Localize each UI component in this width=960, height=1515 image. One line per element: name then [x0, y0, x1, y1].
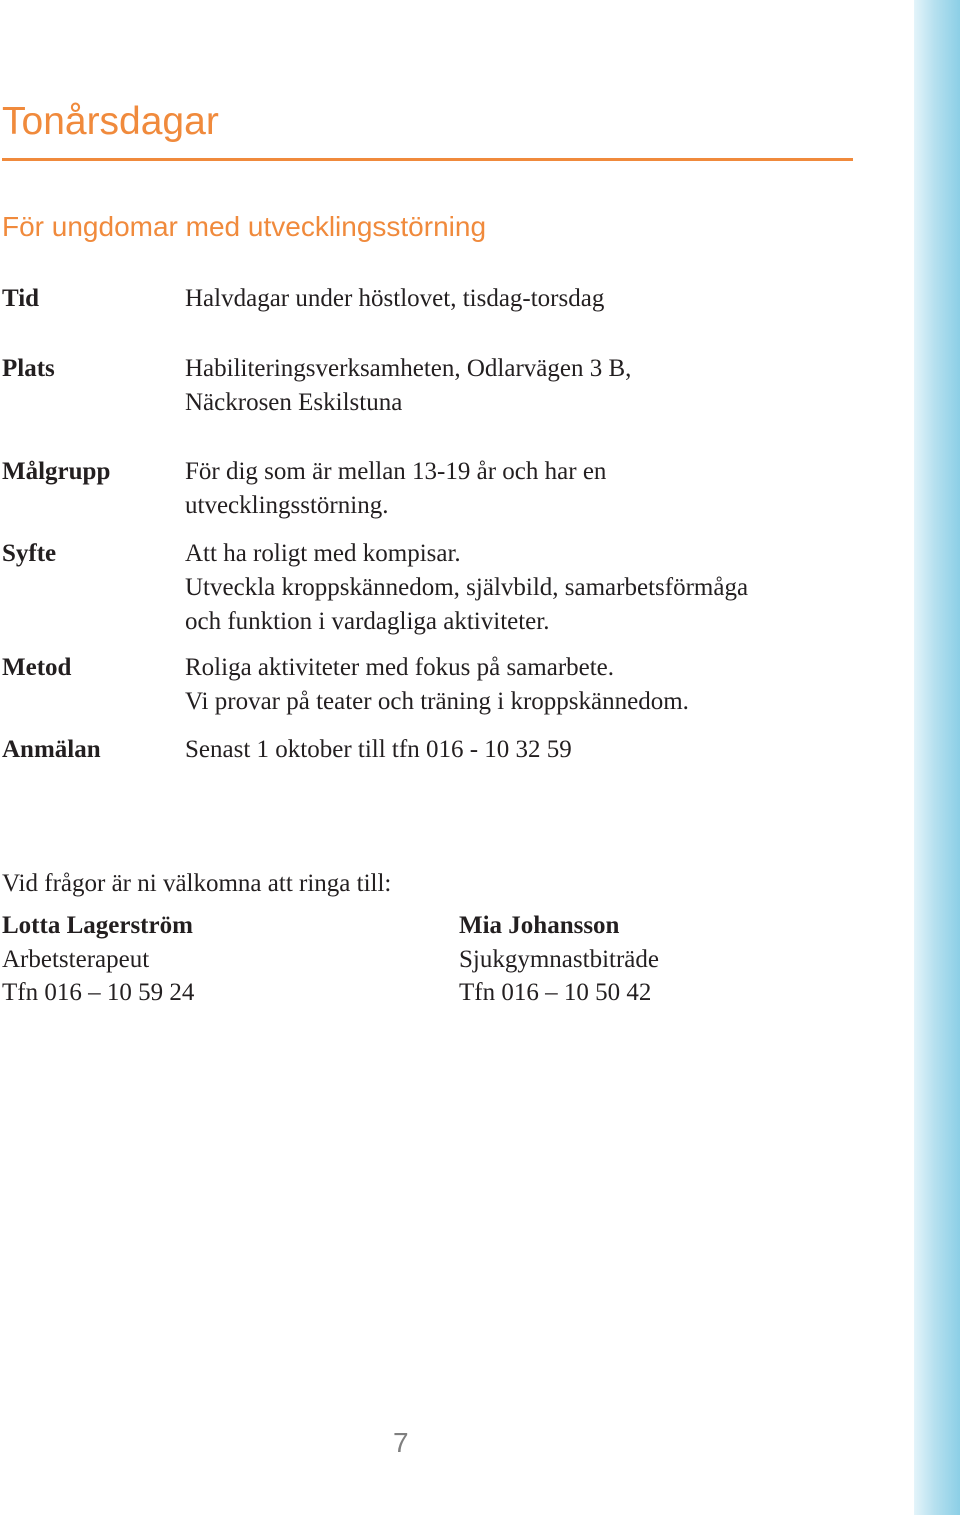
value-line: Att ha roligt med kompisar. [185, 540, 461, 567]
value-malgrupp [185, 455, 606, 523]
value-line: Halvdagar under höstlovet, tisdag-torsdag [185, 285, 605, 312]
side-decorative-strip [914, 0, 960, 1515]
label-anmalan: Anmälan [2, 736, 101, 763]
value-tid [185, 282, 604, 316]
page-number: 7 [393, 1427, 409, 1458]
value-line: utvecklingsstörning. [185, 492, 389, 519]
value-line: Senast 1 oktober till tfn 016 - 10 32 59 [185, 736, 572, 763]
value-line: Habiliteringsverksamheten, Odlarvägen 3 B, [185, 355, 632, 382]
label-tid: Tid [2, 285, 40, 312]
value-line: och funktion i vardagliga aktiviteter. [185, 608, 550, 635]
label-syfte: Syfte [2, 540, 57, 567]
value-anmalan [185, 733, 572, 767]
value-line: Vi provar på teater och träning i kroppskännedom. [185, 688, 689, 715]
value-line: Utveckla kroppskännedom, självbild, samarbetsförmåga [185, 574, 749, 601]
label-metod: Metod [2, 654, 72, 681]
contact-name: Lotta Lagerström [2, 912, 193, 939]
label-plats: Plats [2, 355, 55, 382]
contact-card [459, 909, 659, 1010]
label-malgrupp: Målgrupp [2, 458, 111, 485]
value-metod [185, 651, 689, 719]
page-title: Tonårsdagar [2, 100, 219, 143]
contact-role: Arbetsterapeut [2, 945, 150, 973]
contact-intro: Vid frågor är ni välkomna att ringa till: [2, 870, 392, 897]
value-line: Roliga aktiviteter med fokus på samarbete. [185, 654, 615, 681]
value-syfte [185, 537, 748, 639]
value-plats [185, 352, 631, 420]
title-divider [2, 158, 853, 161]
contact-name: Mia Johansson [459, 912, 620, 939]
value-line: Näckrosen Eskilstuna [185, 389, 403, 416]
value-line: För dig som är mellan 13-19 år och har en [185, 458, 607, 485]
page-subtitle: För ungdomar med utvecklingsstörning [2, 211, 487, 242]
contact-phone: Tfn 016 – 10 50 42 [459, 979, 652, 1006]
contact-role: Sjukgymnastbiträde [459, 945, 659, 973]
contact-phone: Tfn 016 – 10 59 24 [2, 979, 195, 1006]
contact-card [2, 909, 194, 1010]
